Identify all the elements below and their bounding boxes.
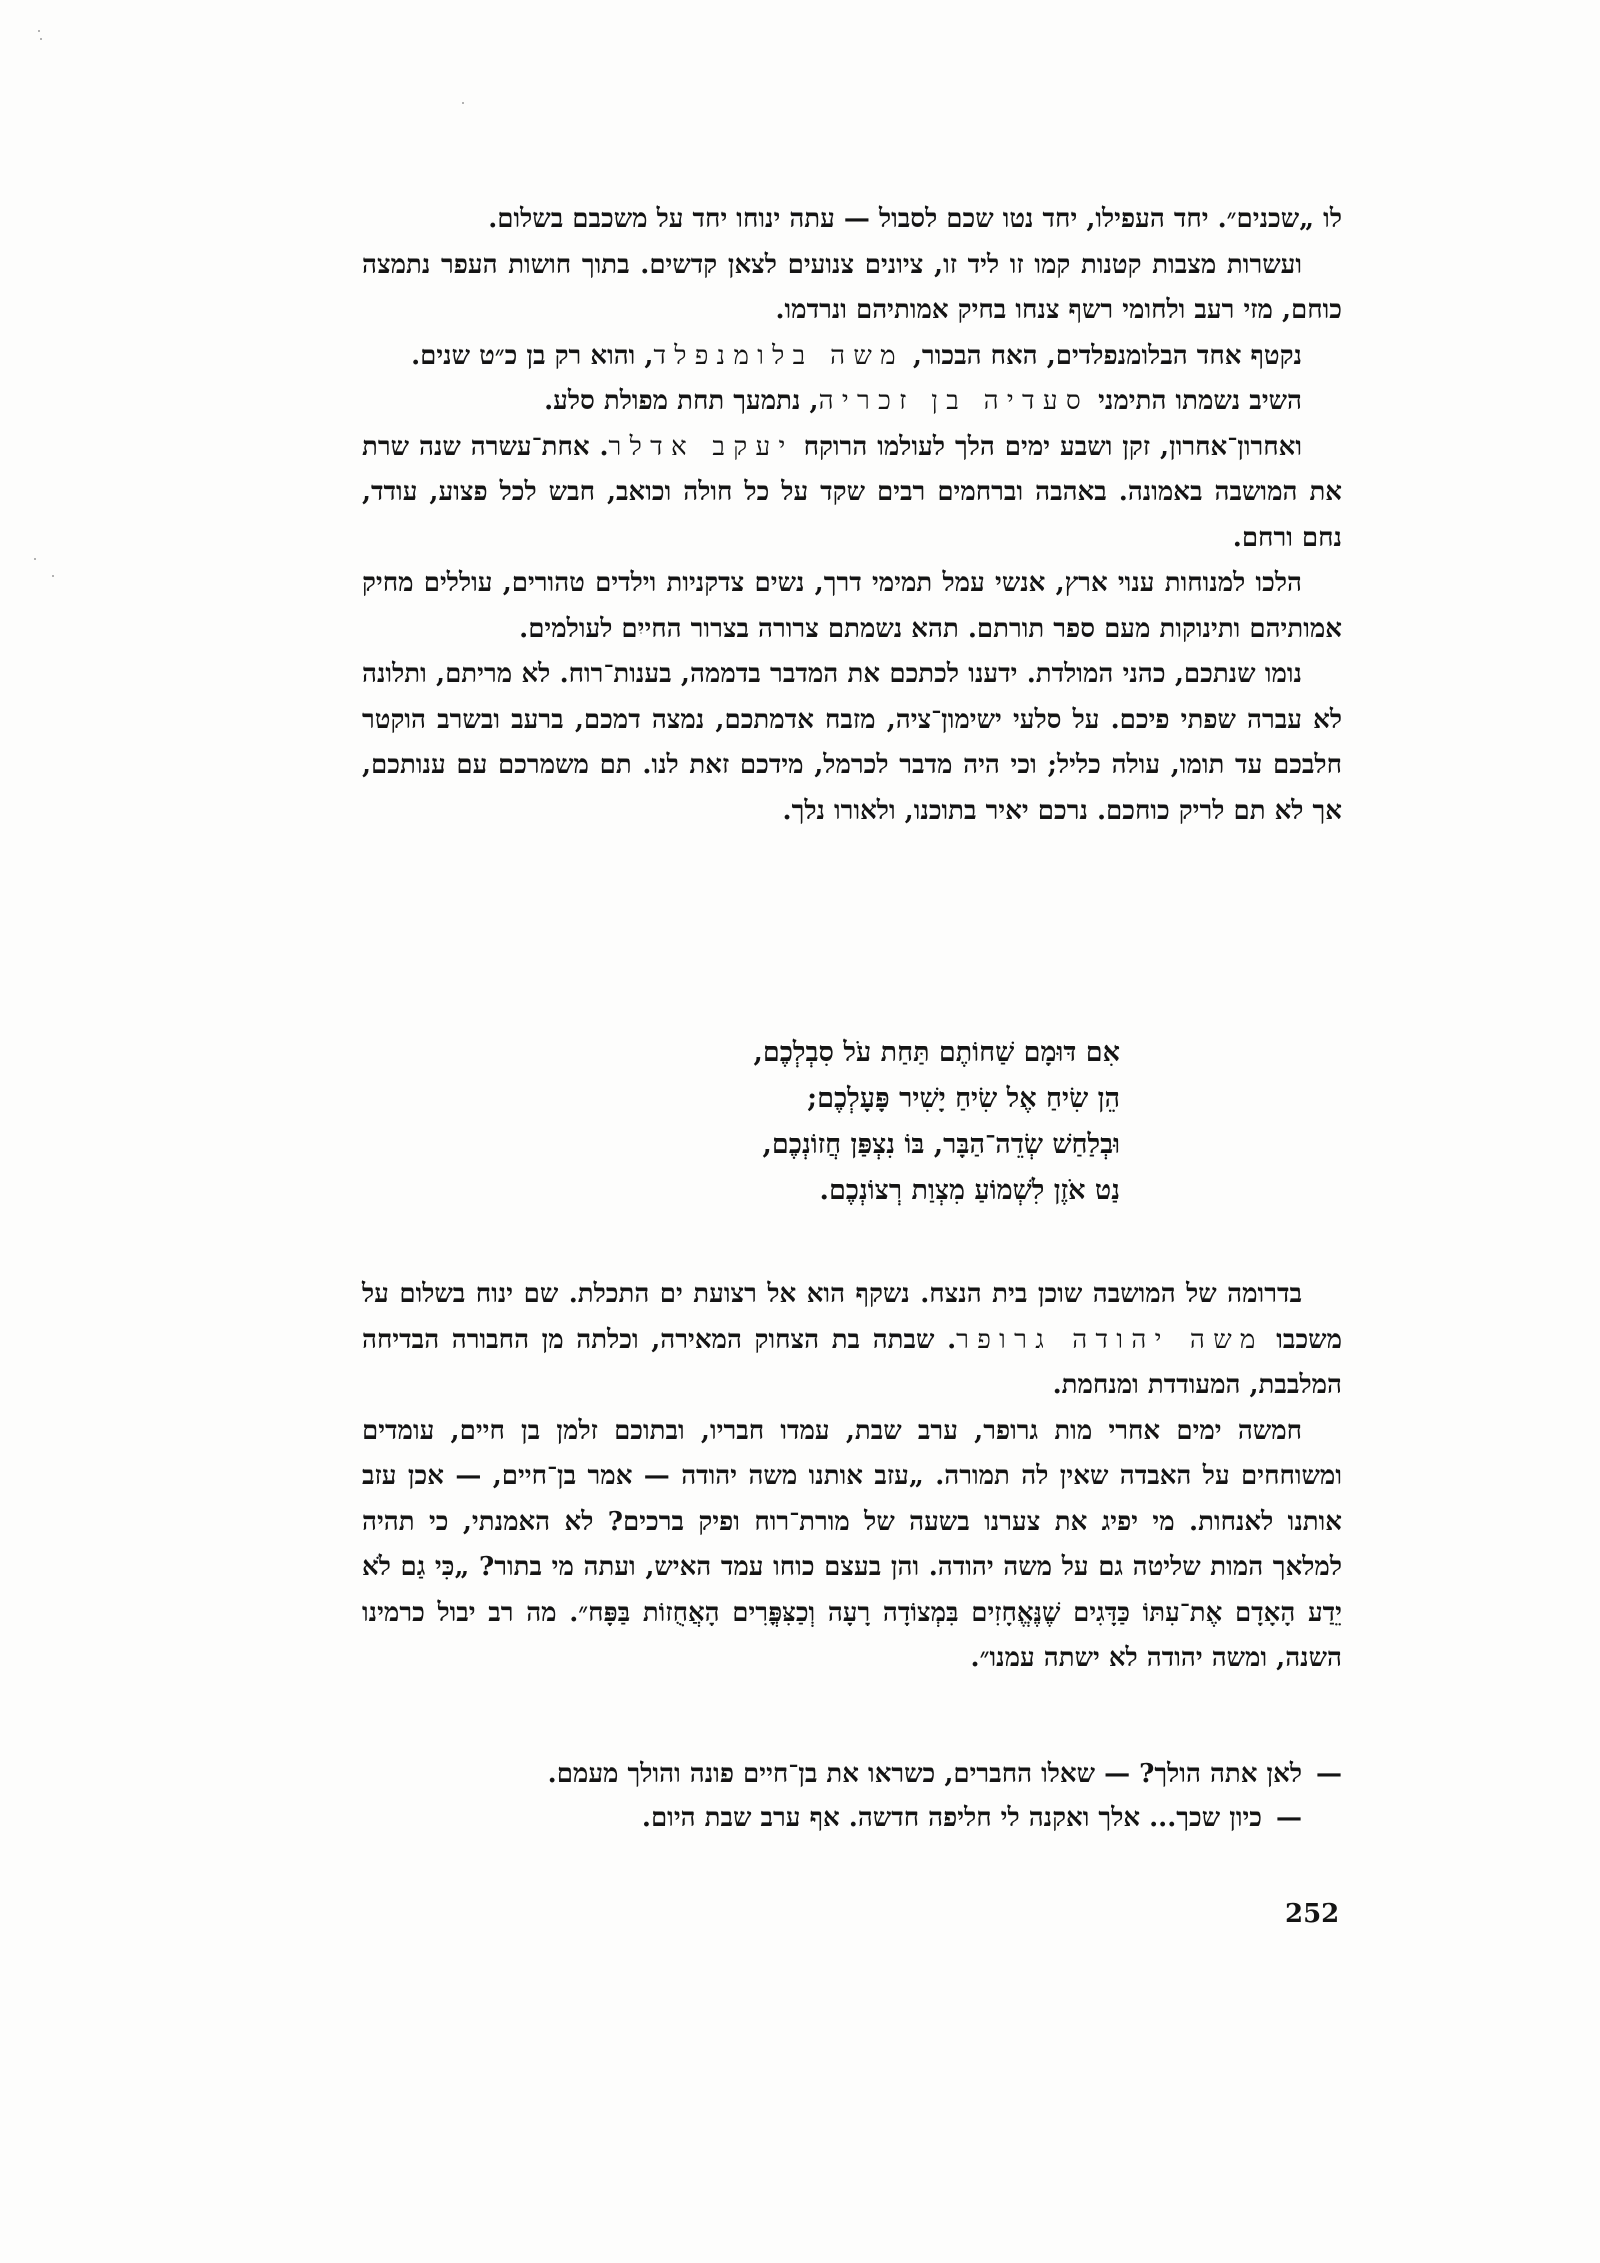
page-number: 252	[1285, 1899, 1340, 1929]
paragraph: נומו שנתכם, כהני המולדת. ידענו לכתכם את המדבר בדממה, בענות־רוח. לא מריתם, ותלונה לא עברה שפתי פיכם. על סלעי ישימון־ציה, מזבח אדמתכם, נמצה דמכם, ברעב ובשרב הוקטר חלבכם עד תומו, עולה כליל; וכי היה מדבר לכרמל, מידכם זאת לנו. תם משמרכם עם ענותכם, אך לא תם לריק כוחכם. נרכם יאיר בתוכנו, ולאורו נלך.	[362, 659, 1342, 826]
scan-speck	[34, 558, 36, 560]
scan-speck	[38, 30, 40, 32]
paragraph-text: . אחת־עשרה שנה שרת את המושבה באמונה. באהבה וברחמים רבים שקד על כל חולה וכואב, חבש לכל פצוע, עודד, נחם ורחם.	[362, 431, 1342, 553]
scan-speck	[52, 575, 54, 577]
spaced-name: משה יהודה גרופר	[956, 1324, 1264, 1355]
spaced-name: סעדיה בן זכריה	[818, 386, 1090, 416]
paragraph-text: בדרומה של המושבה שוכן בית הנצח. נשקף הוא אל רצועת ים התכלת. שם ינוח בשלום על משכבו	[362, 1279, 1342, 1355]
paragraph-text: , נתמעך תחת מפולת סלע.	[544, 386, 819, 416]
scan-speck	[462, 102, 464, 104]
dialogue-line	[362, 1796, 1342, 1840]
paragraph	[362, 1272, 1342, 1409]
top-text-block	[362, 197, 1342, 834]
paragraph: ועשרות מצבות קטנות קמו זו ליד זו, ציונים צנועים לצאן קדשים. בתוך חושות העפר נתמצה כוחם, מזי רעב ולחומי רשף צנחו בחיק אמותיהם ונרדמו.	[362, 249, 1342, 325]
dialogue-block	[362, 1752, 1342, 1840]
paragraph: הלכו למנוחות ענוי ארץ, אנשי עמל תמימי דרך, נשים צדקניות וילדים טהורים, עוללים מחיק אמותיהם ותינוקות מעם ספר תורתם. תהא נשמתם צרורה בצרור החיים לעולמים.	[362, 568, 1342, 644]
poem-line: נַט אֹזֶן לִשְׁמוֹעַ מִצְוַת רְצוֹנְכֶם.	[819, 1175, 1120, 1206]
paragraph: חמשה ימים אחרי מות גרופר, ערב שבת, עמדו חבריו, ובתוכם זלמן בן חיים, עומדים ומשוחחים על האבדה שאין לה תמורה. „עזב אותנו משה יהודה — אמר בן־חיים, — אכן עזב אותנו לאנחות. מי יפיג את צערנו בשעה של מורת־רוח ופיק ברכים? לא האמנתי, כי תהיה למלאך המות שליטה גם על משה יהודה. והן בעצם כוחו עמד האיש, ועתה מי בתור? „כִּי גַם לֹא יֵדַע הָאָדָם אֶת־עִתּוֹ כַּדָּגִים שֶׁנֶּאֱחָזִים בִּמְצוֹדָה רָעָה וְכַצִּפֳּרִים הָאֲחֻזוֹת בַּפָּח״. מה רב יבול כרמינו השנה, ומשה יהודה לא ישתה עמנו״.	[362, 1415, 1342, 1673]
paragraph-text: ואחרון־אחרון, זקן ושבע ימים הלך לעולמו הרוקח	[793, 431, 1302, 462]
spaced-name: משה בלומנפלד	[653, 340, 904, 371]
paragraph	[362, 379, 1342, 425]
poem-line: וּבְלַחַשׁ שְׂדֵה־הַבָּר, בּוֹ נִצְפַּן חֲזוֹנְכֶם,	[762, 1129, 1120, 1160]
spaced-name: יעקב אדלר	[608, 431, 794, 462]
poem-line: הֵן שִׂיחַ אֶל שִׂיחַ יָשִׁיר פָּעָלְכֶם;	[807, 1083, 1120, 1114]
dialogue-text: כיון שכך... אלך ואקנה לי חליפה חדשה. אף ערב שבת היום.	[641, 1803, 1262, 1833]
scan-speck	[40, 38, 42, 40]
paragraph-text: , והוא רק בן כ״ט שנים.	[411, 340, 654, 371]
paragraph-text: נקטף אחד הבלומנפלדים, האח הבכור,	[903, 340, 1302, 371]
dialogue-dash: —	[1276, 1803, 1302, 1833]
bottom-text-block	[362, 1272, 1342, 1682]
dialogue-text: לאן אתה הולך? — שאלו החברים, כשראו את בן־חיים פונה והולך מעמם.	[547, 1759, 1302, 1789]
paragraph-text: . שבתה בת הצחוק המאירה, וכלתה מן החבורה הבדיחה המלבבת, המעודדת ומנחמת.	[362, 1324, 1342, 1400]
dialogue-line	[362, 1752, 1342, 1796]
paragraph: לו „שכנים״. יחד העפילו, יחד נטו שכם לסבול — עתה ינוחו יחד על משכבם בשלום.	[488, 204, 1342, 234]
poem-line: אִם דּוּמָם שַׁחוֹתֶם תַּחַת עֹל סִבְלְכֶם,	[753, 1037, 1120, 1068]
dialogue-dash: —	[1316, 1759, 1342, 1789]
paragraph-text: השיב נשמתו התימני	[1089, 386, 1302, 416]
poem-stanza	[600, 1030, 1120, 1214]
paragraph	[362, 425, 1342, 562]
paragraph	[362, 334, 1342, 380]
